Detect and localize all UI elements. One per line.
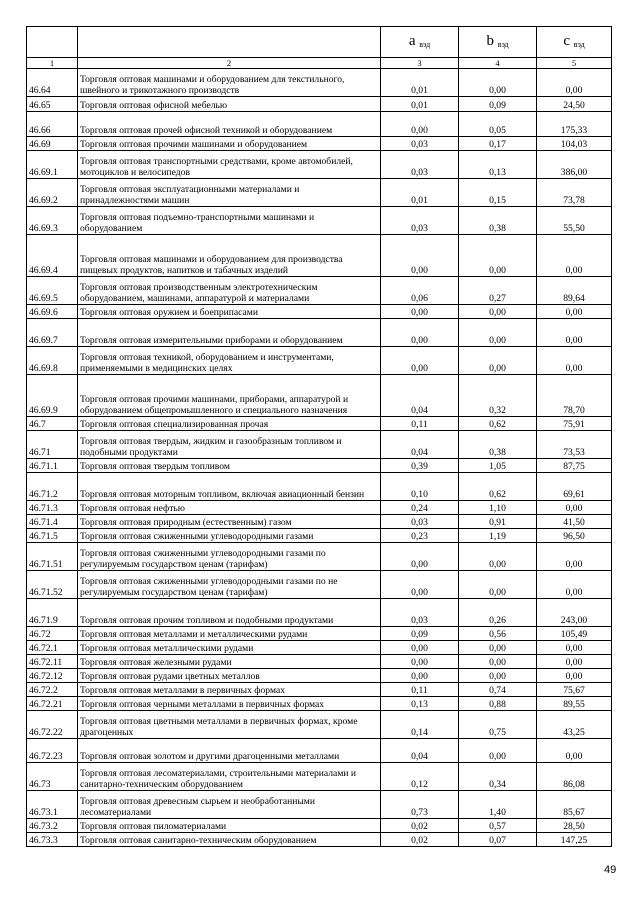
name-cell: Торговля оптовая машинами и оборудованием для текстильного, швейного и трикотажного производств — [78, 69, 381, 97]
value-c-cell: 0,00 — [537, 501, 612, 515]
table-row — [27, 69, 612, 97]
value-c-cell: 105,49 — [537, 627, 612, 641]
code-cell: 46.69 — [27, 137, 78, 151]
table-row — [27, 711, 612, 739]
value-a-cell: 0,09 — [381, 627, 459, 641]
value-c-cell: 73,53 — [537, 431, 612, 459]
code-cell: 46.72.1 — [27, 641, 78, 655]
code-cell: 46.72 — [27, 627, 78, 641]
value-a-cell: 0,02 — [381, 819, 459, 833]
value-a-cell: 0,03 — [381, 151, 459, 179]
name-cell: Торговля оптовая металлами и металлическими рудами — [78, 627, 381, 641]
value-c-cell: 24,50 — [537, 97, 612, 112]
name-cell: Торговля оптовая сжиженными углеводородными газами — [78, 529, 381, 543]
value-a-cell: 0,03 — [381, 515, 459, 529]
code-cell: 46.71.3 — [27, 501, 78, 515]
code-cell: 46.69.3 — [27, 207, 78, 235]
value-b-cell: 0,74 — [459, 683, 537, 697]
table-row — [27, 669, 612, 683]
value-b-cell: 0,32 — [459, 375, 537, 417]
value-c-cell: 0,00 — [537, 347, 612, 375]
name-cell: Торговля оптовая производственным электротехническим оборудованием, машинами, аппаратурой и материалами — [78, 277, 381, 305]
name-cell: Торговля оптовая золотом и другими драгоценными металлами — [78, 739, 381, 763]
name-cell: Торговля оптовая машинами и оборудованием для производства пищевых продуктов, напитков и табачных изделий — [78, 235, 381, 277]
header-col-b — [459, 27, 537, 58]
name-cell: Торговля оптовая рудами цветных металлов — [78, 669, 381, 683]
name-cell: Торговля оптовая прочими машинами и оборудованием — [78, 137, 381, 151]
name-cell: Торговля оптовая сжиженными углеводородными газами по не регулируемым государством ценам (тарифам) — [78, 571, 381, 599]
value-b-cell: 0,00 — [459, 305, 537, 319]
value-a-cell: 0,24 — [381, 501, 459, 515]
value-b-cell: 0,34 — [459, 763, 537, 791]
value-a-cell: 0,00 — [381, 112, 459, 137]
code-cell: 46.73.1 — [27, 791, 78, 819]
code-cell: 46.71.52 — [27, 571, 78, 599]
table-row — [27, 347, 612, 375]
value-a-cell: 0,02 — [381, 833, 459, 847]
table-row — [27, 501, 612, 515]
value-c-cell: 96,50 — [537, 529, 612, 543]
code-cell: 46.71.2 — [27, 473, 78, 501]
code-cell: 46.71 — [27, 431, 78, 459]
code-cell: 46.72.21 — [27, 697, 78, 711]
code-cell: 46.71.4 — [27, 515, 78, 529]
index-cell: 5 — [537, 58, 612, 69]
table-row — [27, 543, 612, 571]
value-b-cell: 1,05 — [459, 459, 537, 473]
name-cell: Торговля оптовая лесоматериалами, строительными материалами и санитарно-техническим оборудованием — [78, 763, 381, 791]
code-cell: 46.69.9 — [27, 375, 78, 417]
name-cell: Торговля оптовая измерительными приборами и оборудованием — [78, 319, 381, 347]
value-b-cell: 0,07 — [459, 833, 537, 847]
name-cell: Торговля оптовая моторным топливом, включая авиационный бензин — [78, 473, 381, 501]
value-c-cell: 147,25 — [537, 833, 612, 847]
table-row — [27, 207, 612, 235]
name-cell: Торговля оптовая металлическими рудами — [78, 641, 381, 655]
page-number: 49 — [604, 864, 617, 876]
col-a-sub: вэд — [419, 40, 431, 49]
value-b-cell: 0,75 — [459, 711, 537, 739]
value-c-cell: 28,50 — [537, 819, 612, 833]
table-row — [27, 151, 612, 179]
value-c-cell: 243,00 — [537, 599, 612, 627]
name-cell: Торговля оптовая прочими машинами, приборами, аппаратурой и оборудованием общепромышленного и специального назначения — [78, 375, 381, 417]
name-cell: Торговля оптовая специализированная прочая — [78, 417, 381, 431]
name-cell: Торговля оптовая твердым топливом — [78, 459, 381, 473]
value-b-cell: 0,05 — [459, 112, 537, 137]
value-a-cell: 0,06 — [381, 277, 459, 305]
name-cell: Торговля оптовая эксплуатационными материалами и принадлежностями машин — [78, 179, 381, 207]
value-a-cell: 0,11 — [381, 417, 459, 431]
code-cell: 46.72.22 — [27, 711, 78, 739]
name-cell: Торговля оптовая подъемно-транспортными машинами и оборудованием — [78, 207, 381, 235]
value-b-cell: 0,00 — [459, 347, 537, 375]
name-cell: Торговля оптовая оружием и боеприпасами — [78, 305, 381, 319]
coefficients-table — [26, 26, 612, 847]
table-row — [27, 641, 612, 655]
value-c-cell: 0,00 — [537, 543, 612, 571]
value-a-cell: 0,00 — [381, 347, 459, 375]
name-cell: Торговля оптовая твердым, жидким и газообразным топливом и подобными продуктами — [78, 431, 381, 459]
value-a-cell: 0,04 — [381, 375, 459, 417]
value-a-cell: 0,00 — [381, 655, 459, 669]
name-cell: Торговля оптовая древесным сырьем и необработанными лесоматериалами — [78, 791, 381, 819]
code-cell: 46.72.23 — [27, 739, 78, 763]
value-a-cell: 0,00 — [381, 543, 459, 571]
table-row — [27, 137, 612, 151]
value-b-cell: 0,13 — [459, 151, 537, 179]
value-a-cell: 0,03 — [381, 137, 459, 151]
table-row — [27, 473, 612, 501]
value-a-cell: 0,11 — [381, 683, 459, 697]
value-c-cell: 0,00 — [537, 305, 612, 319]
index-cell: 3 — [381, 58, 459, 69]
name-cell: Торговля оптовая природным (естественным) газом — [78, 515, 381, 529]
table-row — [27, 515, 612, 529]
table-row — [27, 179, 612, 207]
table-row — [27, 529, 612, 543]
value-c-cell: 0,00 — [537, 69, 612, 97]
table-row — [27, 627, 612, 641]
value-a-cell: 0,13 — [381, 697, 459, 711]
value-b-cell: 0,00 — [459, 571, 537, 599]
index-cell: 1 — [27, 58, 78, 69]
code-cell: 46.69.7 — [27, 319, 78, 347]
value-b-cell: 0,00 — [459, 235, 537, 277]
value-c-cell: 0,00 — [537, 319, 612, 347]
name-cell: Торговля оптовая сжиженными углеводородными газами по регулируемым государством ценам (тарифам) — [78, 543, 381, 571]
value-c-cell: 87,75 — [537, 459, 612, 473]
value-b-cell: 0,00 — [459, 669, 537, 683]
value-b-cell: 0,00 — [459, 655, 537, 669]
col-b-letter: b — [486, 33, 494, 49]
table-row — [27, 833, 612, 847]
name-cell: Торговля оптовая транспортными средствами, кроме автомобилей, мотоциклов и велосипедов — [78, 151, 381, 179]
code-cell: 46.72.2 — [27, 683, 78, 697]
code-cell: 46.69.5 — [27, 277, 78, 305]
table-row — [27, 319, 612, 347]
value-a-cell: 0,12 — [381, 763, 459, 791]
header-col-a — [381, 27, 459, 58]
name-cell: Торговля оптовая прочим топливом и подобными продуктами — [78, 599, 381, 627]
value-a-cell: 0,10 — [381, 473, 459, 501]
code-cell: 46.72.12 — [27, 669, 78, 683]
header-row — [27, 27, 612, 58]
code-cell: 46.65 — [27, 97, 78, 112]
value-c-cell: 69,61 — [537, 473, 612, 501]
code-cell: 46.69.4 — [27, 235, 78, 277]
value-a-cell: 0,01 — [381, 69, 459, 97]
name-cell: Торговля оптовая офисной мебелью — [78, 97, 381, 112]
index-cell: 2 — [78, 58, 381, 69]
col-a-letter: a — [408, 33, 416, 49]
name-cell: Торговля оптовая прочей офисной техникой и оборудованием — [78, 112, 381, 137]
value-c-cell: 55,50 — [537, 207, 612, 235]
table-row — [27, 763, 612, 791]
value-b-cell: 0,00 — [459, 641, 537, 655]
value-b-cell: 0,88 — [459, 697, 537, 711]
header-code — [27, 27, 78, 58]
value-b-cell: 0,91 — [459, 515, 537, 529]
table-row — [27, 819, 612, 833]
value-b-cell: 0,17 — [459, 137, 537, 151]
value-b-cell: 0,62 — [459, 417, 537, 431]
table-row — [27, 571, 612, 599]
name-cell: Торговля оптовая железными рудами — [78, 655, 381, 669]
name-cell: Торговля оптовая черными металлами в первичных формах — [78, 697, 381, 711]
value-b-cell: 0,38 — [459, 431, 537, 459]
value-c-cell: 75,67 — [537, 683, 612, 697]
code-cell: 46.73 — [27, 763, 78, 791]
name-cell: Торговля оптовая санитарно-техническим оборудованием — [78, 833, 381, 847]
index-cell: 4 — [459, 58, 537, 69]
table-row — [27, 112, 612, 137]
col-b-sub: вэд — [497, 40, 509, 49]
table-body — [27, 27, 612, 847]
table-row — [27, 739, 612, 763]
code-cell: 46.71.9 — [27, 599, 78, 627]
value-a-cell: 0,01 — [381, 97, 459, 112]
name-cell: Торговля оптовая нефтью — [78, 501, 381, 515]
header-name — [78, 27, 381, 58]
value-a-cell: 0,23 — [381, 529, 459, 543]
col-c-sub: вэд — [573, 40, 585, 49]
value-b-cell: 0,09 — [459, 97, 537, 112]
value-b-cell: 1,19 — [459, 529, 537, 543]
value-c-cell: 89,64 — [537, 277, 612, 305]
code-cell: 46.64 — [27, 69, 78, 97]
code-cell: 46.71.1 — [27, 459, 78, 473]
value-b-cell: 0,00 — [459, 319, 537, 347]
value-b-cell: 0,26 — [459, 599, 537, 627]
code-cell: 46.71.51 — [27, 543, 78, 571]
table-row — [27, 97, 612, 112]
code-cell: 46.69.8 — [27, 347, 78, 375]
value-a-cell: 0,39 — [381, 459, 459, 473]
value-b-cell: 0,62 — [459, 473, 537, 501]
value-a-cell: 0,73 — [381, 791, 459, 819]
value-c-cell: 0,00 — [537, 655, 612, 669]
value-a-cell: 0,14 — [381, 711, 459, 739]
value-a-cell: 0,00 — [381, 571, 459, 599]
table-row — [27, 235, 612, 277]
code-cell: 46.66 — [27, 112, 78, 137]
value-b-cell: 0,27 — [459, 277, 537, 305]
name-cell: Торговля оптовая пиломатериалами — [78, 819, 381, 833]
value-c-cell: 0,00 — [537, 669, 612, 683]
value-c-cell: 0,00 — [537, 739, 612, 763]
table-row — [27, 655, 612, 669]
value-a-cell: 0,00 — [381, 641, 459, 655]
value-c-cell: 0,00 — [537, 571, 612, 599]
code-cell: 46.73.3 — [27, 833, 78, 847]
value-a-cell: 0,00 — [381, 669, 459, 683]
table-row — [27, 599, 612, 627]
code-cell: 46.72.11 — [27, 655, 78, 669]
table-row — [27, 791, 612, 819]
name-cell: Торговля оптовая техникой, оборудованием и инструментами, применяемыми в медицинских целях — [78, 347, 381, 375]
value-c-cell: 89,55 — [537, 697, 612, 711]
value-a-cell: 0,00 — [381, 319, 459, 347]
header-col-c — [537, 27, 612, 58]
value-b-cell: 0,57 — [459, 819, 537, 833]
value-c-cell: 43,25 — [537, 711, 612, 739]
table-row — [27, 431, 612, 459]
value-c-cell: 0,00 — [537, 641, 612, 655]
code-cell: 46.73.2 — [27, 819, 78, 833]
value-b-cell: 1,10 — [459, 501, 537, 515]
value-b-cell: 0,15 — [459, 179, 537, 207]
table-row — [27, 375, 612, 417]
table-row — [27, 683, 612, 697]
value-c-cell: 0,00 — [537, 235, 612, 277]
name-cell: Торговля оптовая цветными металлами в первичных формах, кроме драгоценных — [78, 711, 381, 739]
value-a-cell: 0,00 — [381, 235, 459, 277]
value-a-cell: 0,01 — [381, 179, 459, 207]
col-c-letter: c — [563, 33, 571, 49]
value-c-cell: 73,78 — [537, 179, 612, 207]
table-row — [27, 277, 612, 305]
value-b-cell: 1,40 — [459, 791, 537, 819]
value-a-cell: 0,04 — [381, 739, 459, 763]
code-cell: 46.7 — [27, 417, 78, 431]
value-a-cell: 0,03 — [381, 207, 459, 235]
table-row — [27, 417, 612, 431]
table-row — [27, 305, 612, 319]
code-cell: 46.71.5 — [27, 529, 78, 543]
value-b-cell: 0,00 — [459, 543, 537, 571]
value-b-cell: 0,56 — [459, 627, 537, 641]
table-row — [27, 697, 612, 711]
value-c-cell: 104,03 — [537, 137, 612, 151]
value-a-cell: 0,04 — [381, 431, 459, 459]
value-a-cell: 0,00 — [381, 305, 459, 319]
value-b-cell: 0,00 — [459, 739, 537, 763]
value-b-cell: 0,38 — [459, 207, 537, 235]
value-b-cell: 0,00 — [459, 69, 537, 97]
value-c-cell: 85,67 — [537, 791, 612, 819]
value-c-cell: 75,91 — [537, 417, 612, 431]
value-c-cell: 78,70 — [537, 375, 612, 417]
code-cell: 46.69.6 — [27, 305, 78, 319]
code-cell: 46.69.2 — [27, 179, 78, 207]
code-cell: 46.69.1 — [27, 151, 78, 179]
table-row — [27, 459, 612, 473]
value-c-cell: 386,00 — [537, 151, 612, 179]
value-c-cell: 41,50 — [537, 515, 612, 529]
name-cell: Торговля оптовая металлами в первичных формах — [78, 683, 381, 697]
value-c-cell: 175,33 — [537, 112, 612, 137]
value-a-cell: 0,03 — [381, 599, 459, 627]
value-c-cell: 86,08 — [537, 763, 612, 791]
index-row — [27, 58, 612, 69]
